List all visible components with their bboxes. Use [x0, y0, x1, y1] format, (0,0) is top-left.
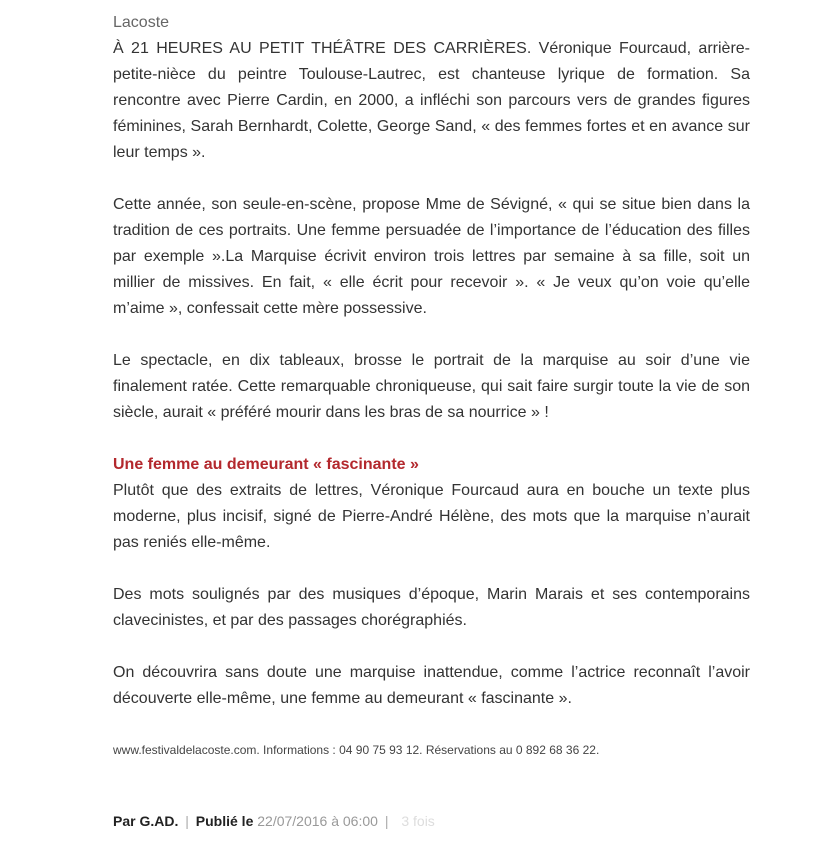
- source-info-line: www.festivaldelacoste.com. Informations : 04 90 75 93 12. Réservations au 0 892 68 36 22.: [113, 743, 600, 757]
- article-paragraph-4: Plutôt que des extraits de lettres, Véronique Fourcaud aura en bouche un texte plus moderne, plus incisif, signé de Pierre-André Hélène, des mots que la marquise n’aurait pas reniés elle-même.: [113, 482, 750, 551]
- article-body: [113, 10, 750, 829]
- article-paragraph-2: Cette année, son seule-en-scène, propose Mme de Sévigné, « qui se situe bien dans la tradition de ces portraits. Une femme persuadée de l’importance de l’éducation des filles par exemple ».La Marquise écrivit environ trois lettres par semaine à sa fille, soit un millier de missives. En fait, « elle écrit pour recevoir ». « Je veux qu’on voie qu’elle m’aime », confessait cette mère possessive.: [113, 196, 750, 317]
- byline-date: 22/07/2016 à 06:00: [257, 813, 378, 829]
- byline-published-label: Publié le: [195, 813, 254, 829]
- byline-separator: |: [185, 813, 189, 829]
- byline-separator-2: |: [384, 813, 389, 829]
- article-location: Lacoste: [113, 14, 170, 31]
- byline-views: 3 fois: [401, 813, 435, 829]
- article-paragraph-1: À 21 HEURES AU PETIT THÉÂTRE DES CARRIÈRES. Véronique Fourcaud, arrière-petite-nièce du peintre Toulouse-Lautrec, est chanteuse lyrique de formation. Sa rencontre avec Pierre Cardin, en 2000, a infléchi son parcours vers de grandes figures féminines, Sarah Bernhardt, Colette, George Sand, « des femmes fortes et en avance sur leur temps ».: [113, 40, 750, 161]
- article-paragraph-5: Des mots soulignés par des musiques d’époque, Marin Marais et ses contemporains clavecinistes, et par des passages chorégraphiés.: [113, 586, 750, 629]
- article-byline: [113, 810, 750, 832]
- byline-author: Par G.AD.: [113, 813, 179, 829]
- article-paragraph-3: Le spectacle, en dix tableaux, brosse le portrait de la marquise au soir d’une vie finalement ratée. Cette remarquable chroniqueuse, qui sait faire surgir toute la vie de son siècle, aurait « préféré mourir dans les bras de sa nourrice » !: [113, 352, 750, 421]
- article-paragraph-6: On découvrira sans doute une marquise inattendue, comme l’actrice reconnaît l’avoir découverte elle-même, une femme au demeurant « fascinante ».: [113, 664, 750, 707]
- article-subheading: Une femme au demeurant « fascinante »: [113, 456, 419, 473]
